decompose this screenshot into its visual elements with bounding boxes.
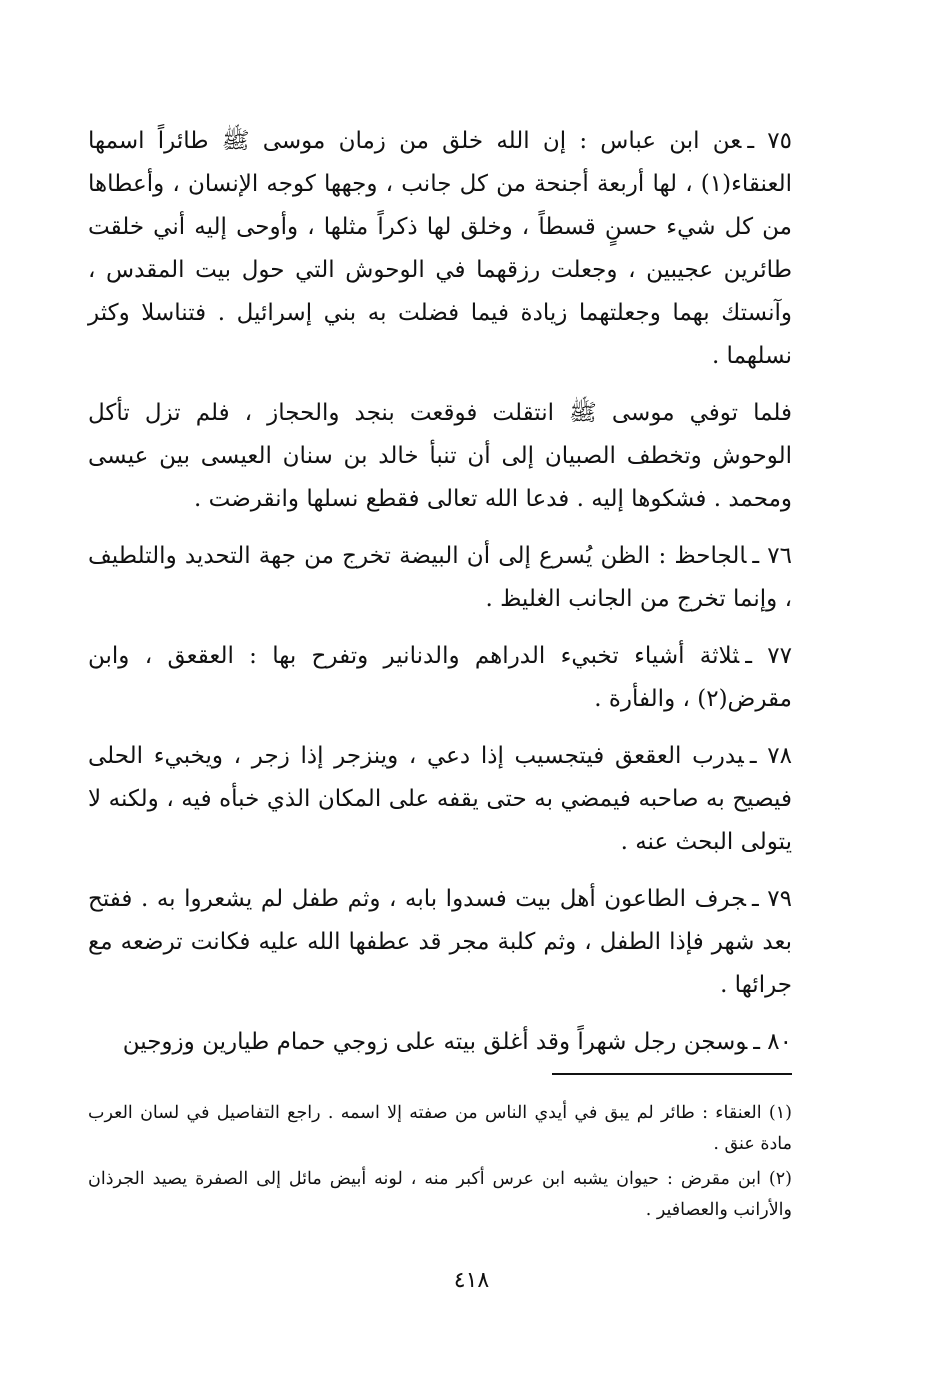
paragraph-80 bbox=[88, 1021, 792, 1064]
paragraph-text: يدرب العقعق فيتجسيب إذا دعي ، وينزجر إذا زجر ، ويخبيء الحلى فيصيح به صاحبه فيمضي به حتى يقفه على المكان الذي خبأه فيه ، ولكنه لا يتولى البحث عنه . bbox=[88, 743, 792, 855]
paragraph-text: ثلاثة أشياء تخبيء الدراهم والدنانير وتفرح بها : العقعق ، وابن مقرض(٢) ، والفأرة . bbox=[88, 643, 792, 712]
paragraph-text: وسجن رجل شهراً وقد أغلق بيته على زوجي حمام طيارين وزوجين bbox=[122, 1029, 748, 1055]
paragraph-76 bbox=[88, 535, 792, 621]
paragraph-text: عن ابن عباس : إن الله خلق من زمان موسى ﷺ طائراً اسمها العنقاء(١) ، لها أربعة أجنحة من كل جانب ، وجهها كوجه الإنسان ، وأعطاها من كل شيء حسنٍ قسطاً ، وخلق لها ذكراً مثلها ، وأوحى إليه أني خلقت طائرين عجيبين ، وجعلت رزقهما في الوحوش التي حول بيت المقدس ، وآنستك بهما وجعلتهما زيادة فيما فضلت به بني إسرائيل . فتناسلا وكثر نسلهما . bbox=[88, 128, 792, 369]
footnote-1: (١) العنقاء : طائر لم يبق في أيدي الناس من صفته إلا اسمه . راجع التفاصيل في لسان العرب مادة عنق . bbox=[88, 1103, 792, 1154]
paragraph-75 bbox=[88, 120, 792, 378]
paragraph-text: جرف الطاعون أهل بيت فسدوا بابه ، وثم طفل لم يشعروا به . ففتح بعد شهر فإذا الطفل ، وثم كلبة مجر قد عطفها الله عليه فكانت ترضعه مع جرائها . bbox=[88, 886, 792, 998]
paragraph-79 bbox=[88, 878, 792, 1007]
paragraph-number: ٧٩ ـ bbox=[751, 886, 792, 912]
paragraph-number: ٧٦ ـ bbox=[752, 543, 792, 569]
paragraph-number: ٧٥ ـ bbox=[747, 128, 792, 154]
paragraph-text: فلما توفي موسى ﷺ انتقلت فوقعت بنجد والحجاز ، فلم تزل تأكل الوحوش وتخطف الصبيان إلى أن تنبأ خالد بن سنان العيسى بين عيسى ومحمد . فشكوها إليه . فدعا الله تعالى فقطع نسلها وانقرضت . bbox=[88, 400, 792, 512]
paragraph-number: ٧٨ ـ bbox=[749, 743, 792, 769]
page-number: ٤١٨ bbox=[453, 1268, 490, 1293]
paragraph-number: ٨٠ ـ bbox=[753, 1029, 792, 1055]
footnote-2: (٢) ابن مقرض : حيوان يشبه ابن عرس أكبر منه ، لونه أبيض مائل إلى الصفرة يصيد الجرذان والأرانب والعصافير . bbox=[88, 1169, 792, 1220]
footnotes bbox=[88, 1098, 792, 1230]
paragraph-75-continued bbox=[88, 392, 792, 521]
paragraph-text: الجاحظ : الظن يُسرع إلى أن البيضة تخرج من جهة التحديد والتلطيف ، وإنما تخرج من الجانب الغليظ . bbox=[88, 543, 792, 612]
paragraph-number: ٧٧ ـ bbox=[745, 643, 792, 669]
paragraph-78 bbox=[88, 735, 792, 864]
paragraph-77 bbox=[88, 635, 792, 721]
footnote-divider bbox=[552, 1073, 792, 1075]
main-text bbox=[88, 120, 792, 1078]
